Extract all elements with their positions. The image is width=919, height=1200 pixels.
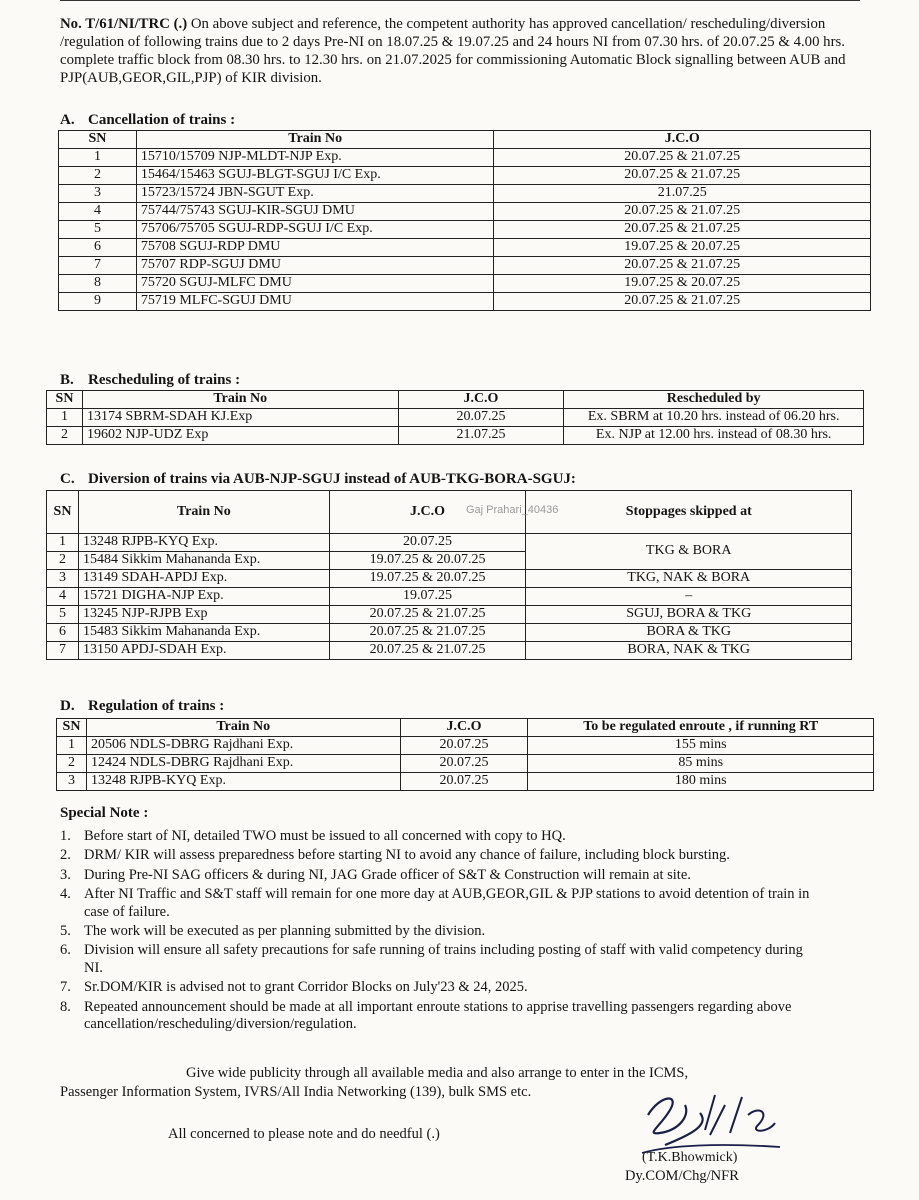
section-d-heading — [60, 697, 224, 715]
cell-train: 15710/15709 NJP-MLDT-NJP Exp. — [136, 149, 494, 167]
signatory-designation: Dy.COM/Chg/NFR — [625, 1168, 739, 1184]
cell-sn: 9 — [59, 293, 137, 311]
table-row — [47, 409, 864, 427]
list-item — [60, 867, 820, 884]
col-header-jco: J.C.O — [494, 131, 871, 149]
list-item — [60, 828, 820, 845]
cell-jco: 19.07.25 & 20.07.25 — [494, 275, 871, 293]
cell-train: 75706/75705 SGUJ-RDP-SGUJ I/C Exp. — [136, 221, 494, 239]
table-header-row — [59, 131, 871, 149]
table-row — [47, 427, 864, 445]
cell-train: 15484 Sikkim Mahananda Exp. — [78, 552, 329, 570]
cell-train: 75744/75743 SGUJ-KIR-SGUJ DMU — [136, 203, 494, 221]
col-header-train-no: Train No — [86, 719, 400, 737]
note-text: Division will ensure all safety precautions for safe running of trains including posting of staff with valid competency during NI. — [84, 942, 803, 976]
col-header-sn: SN — [47, 491, 79, 534]
col-header-stoppages-skipped: Stoppages skipped at — [526, 491, 852, 534]
section-b-heading — [60, 371, 240, 389]
list-item — [60, 979, 820, 996]
section-title: Regulation of trains : — [88, 698, 225, 714]
col-header-jco: J.C.O — [398, 391, 564, 409]
table-row — [59, 203, 871, 221]
table-row — [57, 755, 874, 773]
cell-skipped: SGUJ, BORA & TKG — [526, 606, 852, 624]
note-text: After NI Traffic and S&T staff will remain for one more day at AUB,GEOR,GIL & PJP stations to avoid detention of train in case of failure. — [84, 886, 810, 920]
col-header-rescheduled-by: Rescheduled by — [564, 391, 864, 409]
cell-sn: 1 — [59, 149, 137, 167]
cell-jco: 20.07.25 & 21.07.25 — [494, 149, 871, 167]
cell-train: 15721 DIGHA-NJP Exp. — [78, 588, 329, 606]
cell-jco: 20.07.25 & 21.07.25 — [494, 257, 871, 275]
cell-train: 20506 NDLS-DBRG Rajdhani Exp. — [86, 737, 400, 755]
cell-train: 15723/15724 JBN-SGUT Exp. — [136, 185, 494, 203]
cell-sn: 1 — [57, 737, 87, 755]
cell-jco: 19.07.25 & 20.07.25 — [329, 570, 526, 588]
section-title: Rescheduling of trains : — [88, 372, 241, 388]
note-number: 1. — [60, 828, 71, 844]
cell-sn: 2 — [47, 552, 79, 570]
cell-sn: 7 — [47, 642, 79, 660]
cell-train: 19602 NJP-UDZ Exp — [82, 427, 398, 445]
table-row — [59, 239, 871, 257]
col-header-train-no: Train No — [78, 491, 329, 534]
note-number: 8. — [60, 998, 71, 1015]
cell-sn: 4 — [47, 588, 79, 606]
cell-train: 12424 NDLS-DBRG Rajdhani Exp. — [86, 755, 400, 773]
cell-train: 13174 SBRM-SDAH KJ.Exp — [82, 409, 398, 427]
diversion-table — [46, 490, 852, 660]
cell-train: 75707 RDP-SGUJ DMU — [136, 257, 494, 275]
col-header-train-no: Train No — [136, 131, 494, 149]
publicity-line-1: Give wide publicity through all available media and also arrange to enter in the ICMS, — [186, 1065, 689, 1081]
publicity-line-2: Passenger Information System, IVRS/All India Networking (139), bulk SMS etc. — [60, 1083, 532, 1100]
cell-jco: 19.07.25 — [329, 588, 526, 606]
cell-sn: 6 — [59, 239, 137, 257]
list-item — [60, 847, 820, 864]
table-row — [47, 642, 852, 660]
section-c-heading — [60, 470, 576, 488]
table-row — [59, 221, 871, 239]
cell-rescheduled-by: Ex. NJP at 12.00 hrs. instead of 08.30 hrs. — [564, 427, 864, 445]
cell-sn: 6 — [47, 624, 79, 642]
cell-train: 13150 APDJ-SDAH Exp. — [78, 642, 329, 660]
cell-jco: 20.07.25 — [398, 409, 564, 427]
cell-sn: 3 — [57, 773, 87, 791]
table-row — [59, 185, 871, 203]
note-text: The work will be executed as per planning submitted by the division. — [84, 922, 486, 939]
special-note-title: Special Note : — [60, 805, 149, 821]
col-header-sn: SN — [47, 391, 83, 409]
col-header-sn: SN — [57, 719, 87, 737]
list-item — [60, 999, 820, 1034]
cell-skipped: BORA, NAK & TKG — [526, 642, 852, 660]
section-letter: C. — [60, 471, 75, 487]
list-item — [60, 942, 820, 977]
table-row — [47, 624, 852, 642]
cell-jco: 20.07.25 — [400, 755, 528, 773]
cancellation-table — [58, 130, 871, 311]
reference-number: No. T/61/NI/TRC (.) — [60, 16, 188, 32]
section-a-heading — [60, 111, 235, 129]
table-row — [47, 570, 852, 588]
table-row — [59, 257, 871, 275]
section-title: Cancellation of trains : — [88, 112, 236, 128]
table-row — [57, 737, 874, 755]
watermark-text: Gaj Prahari_40436 — [466, 504, 559, 516]
col-header-regulated: To be regulated enroute , if running RT — [528, 719, 874, 737]
table-row — [47, 606, 852, 624]
cell-skipped: – — [526, 588, 852, 606]
table-header-row — [57, 719, 874, 737]
cell-train: 13248 RJPB-KYQ Exp. — [86, 773, 400, 791]
list-item — [60, 923, 820, 940]
cell-sn: 3 — [59, 185, 137, 203]
top-rule — [60, 0, 860, 5]
cell-sn: 5 — [47, 606, 79, 624]
section-letter: A. — [60, 112, 75, 128]
note-number: 7. — [60, 979, 71, 996]
table-row — [59, 149, 871, 167]
cell-sn: 5 — [59, 221, 137, 239]
cell-jco: 20.07.25 & 21.07.25 — [494, 293, 871, 311]
cell-sn: 3 — [47, 570, 79, 588]
cell-jco: 21.07.25 — [494, 185, 871, 203]
regulation-table — [56, 718, 874, 791]
cell-skipped: TKG & BORA — [526, 534, 852, 570]
table-header-row — [47, 391, 864, 409]
closing-line: All concerned to please note and do needful (.) — [168, 1126, 440, 1142]
signatory-name: (T.K.Bhowmick) — [642, 1150, 738, 1165]
cell-jco: 20.07.25 — [400, 737, 528, 755]
cell-sn: 1 — [47, 534, 79, 552]
list-item — [60, 886, 820, 921]
col-header-sn: SN — [59, 131, 137, 149]
table-row — [59, 167, 871, 185]
cell-rescheduled-by: Ex. SBRM at 10.20 hrs. instead of 06.20 hrs. — [564, 409, 864, 427]
cell-jco: 20.07.25 & 21.07.25 — [494, 167, 871, 185]
note-text: During Pre-NI SAG officers & during NI, JAG Grade officer of S&T & Construction will remain at site. — [84, 866, 691, 883]
cell-train: 13149 SDAH-APDJ Exp. — [78, 570, 329, 588]
cell-jco: 20.07.25 & 21.07.25 — [329, 642, 526, 660]
intro-text: On above subject and reference, the competent authority has approved cancellation/ rescheduling/diversion /regulation of following trains due to 2 days Pre-NI on 18.07.25 & 19.07.25 and 24 hours NI from 07.30 hrs. of 20.07.25 & 4.00 hrs. complete traffic block from 08.30 hrs. to 12.30 hrs. on 21.07.2025 for commissioning Automatic Block signalling between AUB and PJP(AUB,GEOR,GIL,PJP) of KIR division. — [60, 16, 846, 87]
cell-train: 75708 SGUJ-RDP DMU — [136, 239, 494, 257]
cell-skipped: BORA & TKG — [526, 624, 852, 642]
col-header-jco: J.C.O — [329, 491, 526, 534]
cell-train: 13245 NJP-RJPB Exp — [78, 606, 329, 624]
table-header-row — [47, 491, 852, 534]
section-title: Diversion of trains via AUB-NJP-SGUJ instead of AUB-TKG-BORA-SGUJ: — [88, 471, 576, 487]
table-row — [57, 773, 874, 791]
cell-train: 75720 SGUJ-MLFC DMU — [136, 275, 494, 293]
cell-train: 15464/15463 SGUJ-BLGT-SGUJ I/C Exp. — [136, 167, 494, 185]
cell-train: 75719 MLFC-SGUJ DMU — [136, 293, 494, 311]
cell-jco: 20.07.25 & 21.07.25 — [494, 221, 871, 239]
table-row — [47, 588, 852, 606]
note-text: Repeated announcement should be made at all important enroute stations to apprise travelling passengers regarding above cancellation/rescheduling/diversion/regulation. — [84, 998, 792, 1032]
note-text: Sr.DOM/KIR is advised not to grant Corridor Blocks on July'23 & 24, 2025. — [84, 979, 528, 996]
cell-jco: 19.07.25 & 20.07.25 — [329, 552, 526, 570]
cell-sn: 8 — [59, 275, 137, 293]
section-letter: D. — [60, 698, 75, 714]
cell-sn: 2 — [57, 755, 87, 773]
cell-regulated: 85 mins — [528, 755, 874, 773]
note-number: 3. — [60, 866, 71, 883]
special-note-list — [60, 828, 820, 1035]
rescheduling-table — [46, 390, 864, 445]
cell-train: 15483 Sikkim Mahananda Exp. — [78, 624, 329, 642]
cell-jco: 19.07.25 & 20.07.25 — [494, 239, 871, 257]
cell-jco: 20.07.25 & 21.07.25 — [329, 624, 526, 642]
table-row — [47, 534, 852, 552]
cell-jco: 20.07.25 — [329, 534, 526, 552]
note-text: DRM/ KIR will assess preparedness before starting NI to avoid any chance of failure, including block bursting. — [84, 847, 730, 864]
cell-sn: 2 — [59, 167, 137, 185]
table-row — [59, 293, 871, 311]
col-header-jco: J.C.O — [400, 719, 528, 737]
cell-jco: 20.07.25 & 21.07.25 — [329, 606, 526, 624]
cell-regulated: 180 mins — [528, 773, 874, 791]
note-text: Before start of NI, detailed TWO must be issued to all concerned with copy to HQ. — [84, 828, 566, 844]
cell-sn: 2 — [47, 427, 83, 445]
cell-regulated: 155 mins — [528, 737, 874, 755]
note-number: 5. — [60, 922, 71, 939]
cell-jco: 20.07.25 & 21.07.25 — [494, 203, 871, 221]
cell-skipped: TKG, NAK & BORA — [526, 570, 852, 588]
note-number: 6. — [60, 942, 71, 959]
intro-paragraph — [60, 15, 880, 87]
cell-train: 13248 RJPB-KYQ Exp. — [78, 534, 329, 552]
cell-sn: 7 — [59, 257, 137, 275]
col-header-train-no: Train No — [82, 391, 398, 409]
cell-jco: 20.07.25 — [400, 773, 528, 791]
section-letter: B. — [60, 372, 74, 388]
table-row — [59, 275, 871, 293]
cell-jco: 21.07.25 — [398, 427, 564, 445]
cell-sn: 1 — [47, 409, 83, 427]
note-number: 2. — [60, 847, 71, 864]
cell-sn: 4 — [59, 203, 137, 221]
note-number: 4. — [60, 886, 71, 903]
